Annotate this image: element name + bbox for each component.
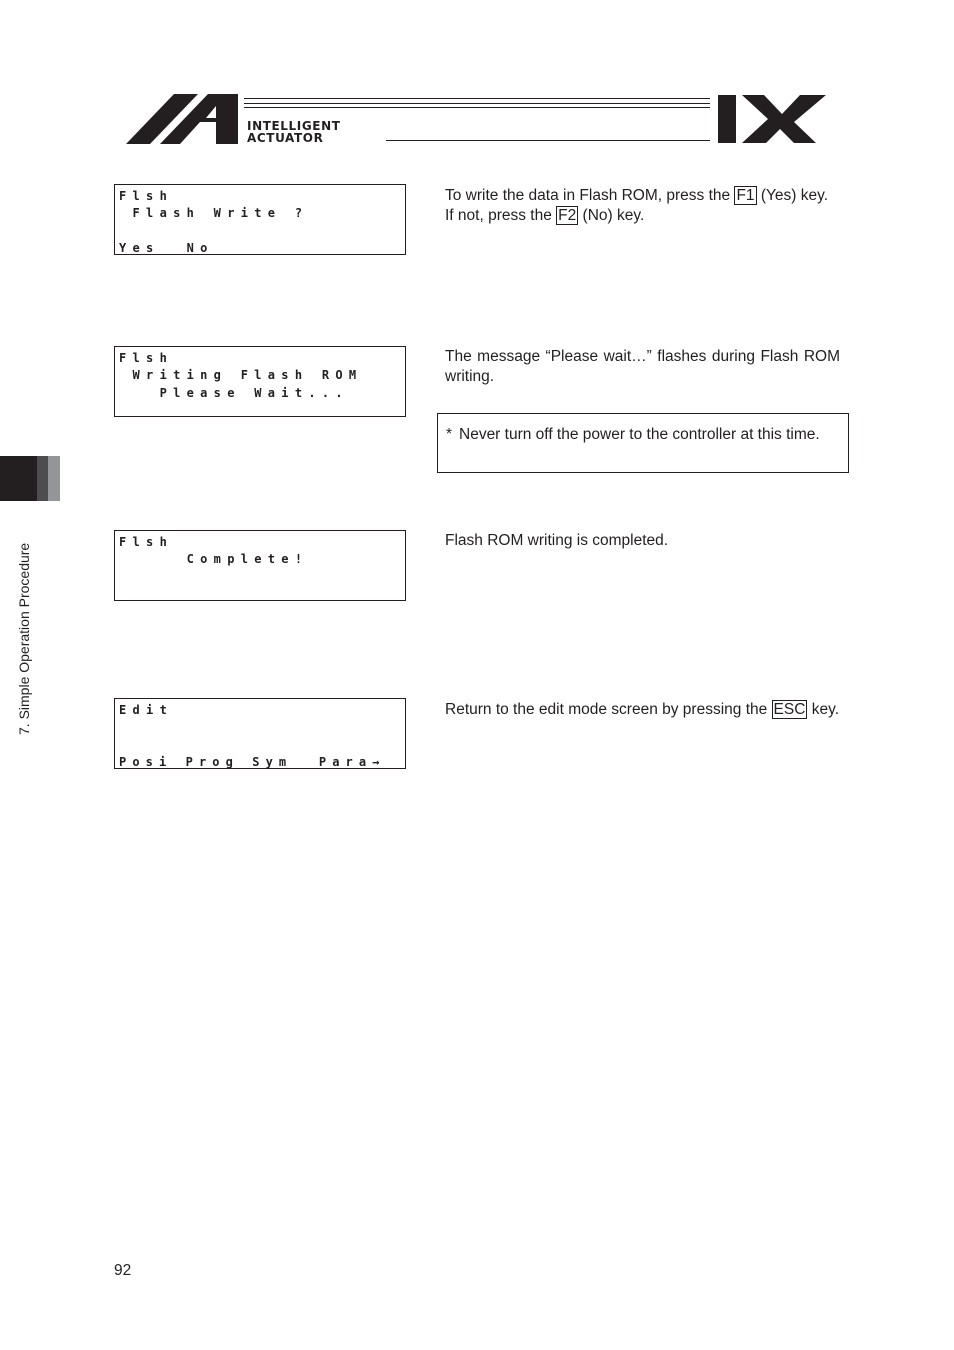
desc-text: To write the data in Flash ROM, press the: [445, 187, 735, 204]
header-rule-1: [244, 98, 710, 99]
desc-text: key.: [807, 701, 840, 718]
f2-key-label: F2: [558, 207, 577, 224]
step-description-complete: Flash ROM writing is completed.: [445, 532, 669, 549]
brand-line-2: ACTUATOR: [247, 131, 324, 145]
esc-key-label: ESC: [773, 701, 806, 718]
ia-logo-icon: [126, 94, 242, 146]
step-description-flash-write: [445, 186, 840, 226]
brand-line-1: INTELLIGENT: [247, 119, 341, 133]
lcd-screen-writing: [114, 346, 406, 417]
step-description-writing: The message “Please wait…” flashes during Flash ROM writing.: [445, 348, 840, 385]
chapter-tab: [0, 456, 60, 501]
lcd-line: Posi Prog Sym Para→: [119, 755, 386, 769]
lcd-line: Flsh: [119, 535, 174, 549]
lcd-screen-complete: [114, 530, 406, 601]
desc-text: (Yes) key.: [756, 187, 829, 204]
lcd-screen-flash-write: [114, 184, 406, 255]
page-number: 92: [114, 1262, 132, 1279]
lcd-line: Flsh: [119, 189, 174, 203]
lcd-line: Writing Flash ROM: [119, 368, 363, 382]
ix-product-mark-icon: [718, 94, 828, 144]
lcd-line: Please Wait...: [119, 386, 349, 400]
header-rule-3: [244, 107, 710, 108]
desc-text: (No) key.: [578, 207, 645, 224]
lcd-line: Yes No: [119, 241, 214, 255]
page-header: [126, 94, 828, 146]
lcd-line: Edit: [119, 703, 174, 717]
chapter-tab-block-light: [48, 456, 60, 501]
note-text: Never turn off the power to the controller at this time.: [459, 426, 820, 443]
caution-note: [437, 413, 849, 473]
lcd-line: Complete!: [119, 552, 309, 566]
chapter-tab-block-dark: [0, 456, 37, 501]
desc-text: If not, press the: [445, 207, 557, 224]
note-marker: *: [446, 426, 453, 443]
lcd-line: Flash Write ?: [119, 206, 309, 220]
desc-text: Return to the edit mode screen by pressing the: [445, 701, 772, 718]
header-rule-2: [244, 103, 710, 104]
header-rule-4: [386, 140, 710, 141]
f1-key-label: F1: [736, 187, 755, 204]
step-description-return: [445, 700, 840, 720]
chapter-label: 7. Simple Operation Procedure: [16, 542, 32, 735]
lcd-line: Flsh: [119, 351, 174, 365]
chapter-tab-block-mid: [37, 456, 48, 501]
lcd-screen-edit: [114, 698, 406, 769]
